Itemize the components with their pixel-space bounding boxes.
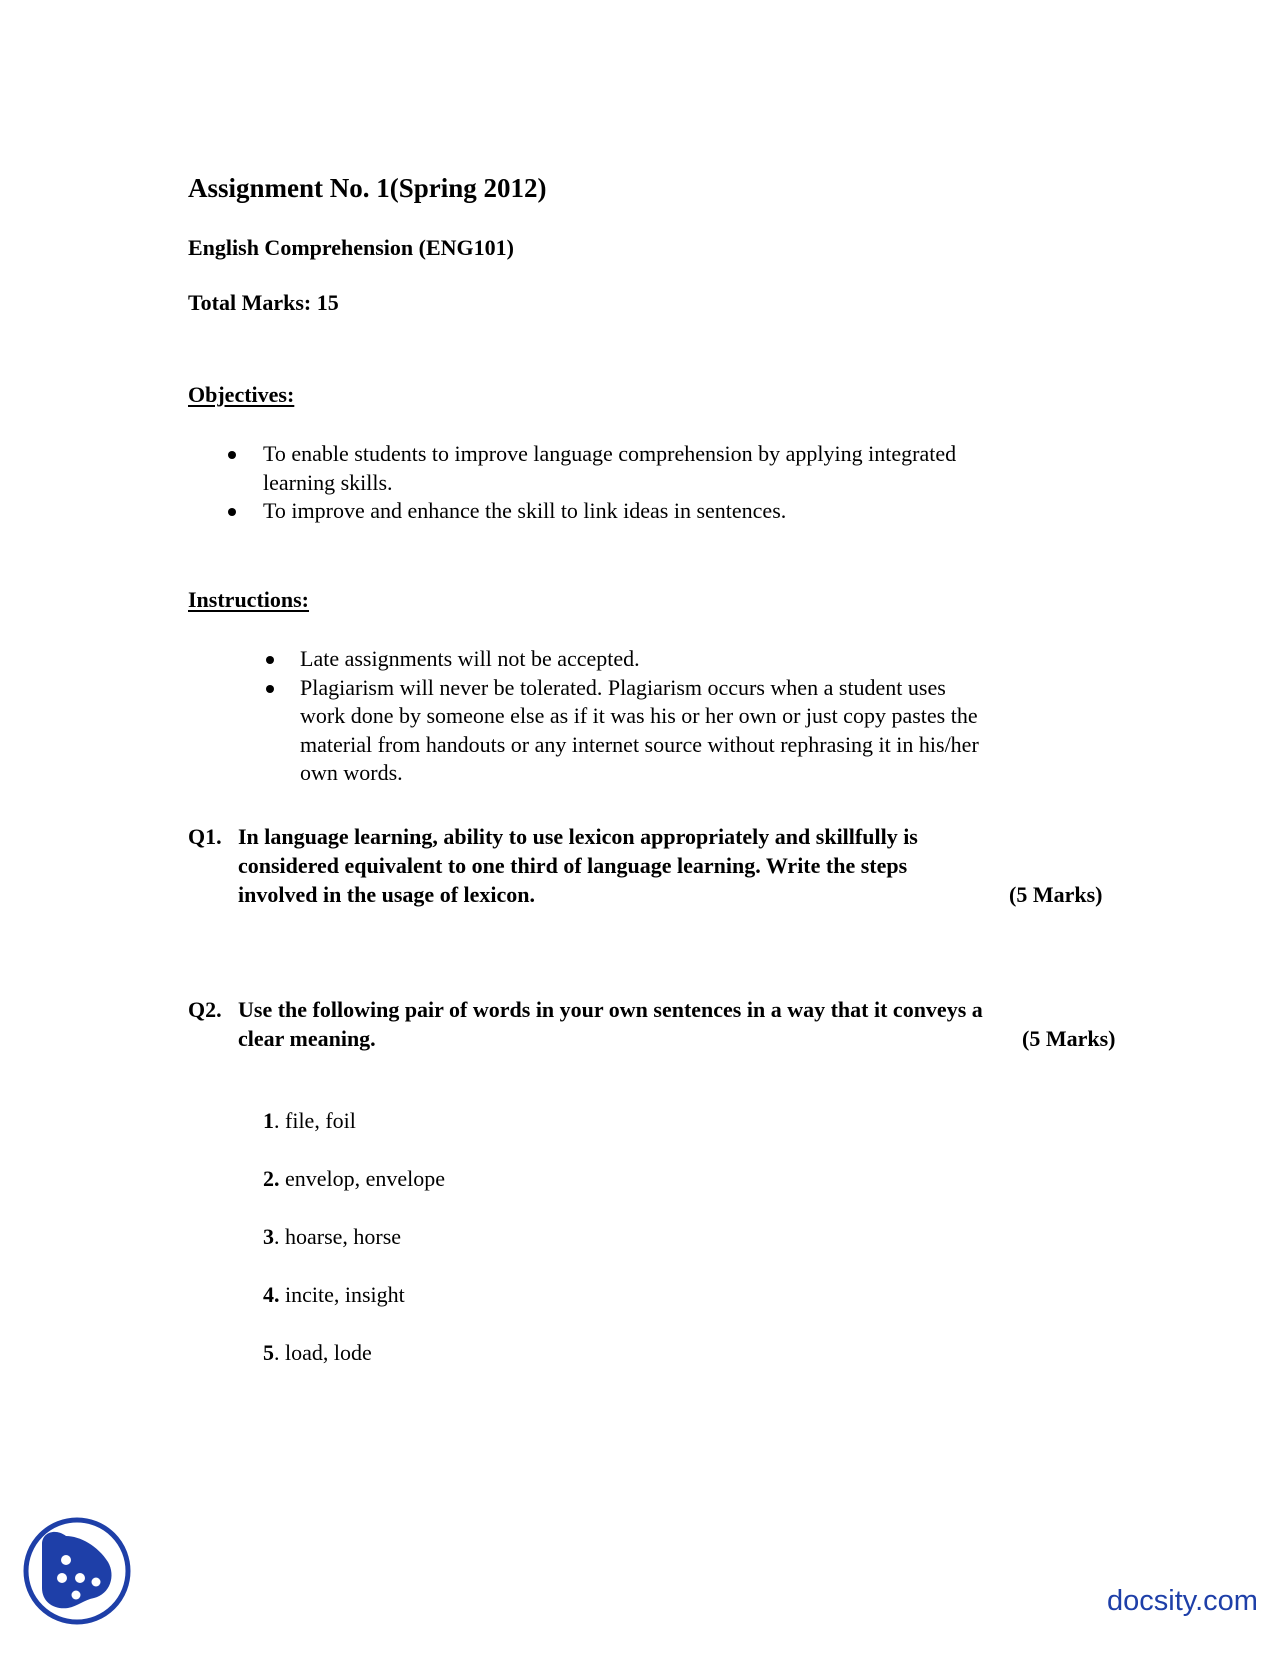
list-item-line: Plagiarism will never be tolerated. Plagiarism occurs when a student uses xyxy=(300,674,946,700)
instructions-heading: Instructions: xyxy=(188,587,310,612)
question-text-line: involved in the usage of lexicon. xyxy=(238,882,536,907)
word-pair-separator: . xyxy=(274,1108,280,1133)
question-text-line: clear meaning. xyxy=(238,1026,376,1051)
list-item-line: own words. xyxy=(300,760,403,785)
word-pair-text: incite, insight xyxy=(279,1282,405,1307)
list-item-line: To improve and enhance the skill to link ideas in sentences. xyxy=(263,498,787,523)
word-pair-number: 3 xyxy=(263,1224,274,1249)
list-item-line: material from handouts or any internet source without rephrasing it in his/her xyxy=(300,731,979,757)
list-item-line: work done by someone else as if it was his or her own or just copy pastes the xyxy=(300,703,978,728)
objectives-list xyxy=(0,440,1100,526)
word-pair-item xyxy=(263,1282,405,1308)
question-marks: (5 Marks) xyxy=(1009,882,1103,907)
word-pair-number: 5 xyxy=(263,1340,274,1365)
bullet-icon xyxy=(228,508,236,516)
word-pair-number: 1 xyxy=(263,1108,274,1133)
word-pair-item xyxy=(263,1108,356,1134)
objectives-heading: Objectives: xyxy=(188,382,295,407)
word-pair-text: hoarse, horse xyxy=(279,1224,402,1249)
list-item xyxy=(0,440,1100,497)
question-text-line: considered equivalent to one third of language learning. Write the steps xyxy=(238,853,908,878)
list-item-line: Late assignments will not be accepted. xyxy=(300,646,640,671)
course-name: English Comprehension (ENG101) xyxy=(188,235,514,260)
question-marks: (5 Marks) xyxy=(1022,1026,1116,1051)
word-pair-number: 2. xyxy=(263,1166,280,1191)
list-item xyxy=(0,497,1100,526)
question-text-line: In language learning, ability to use lexicon appropriately and skillfully is xyxy=(238,824,918,849)
question-1 xyxy=(188,822,1103,909)
instructions-list xyxy=(0,645,1100,788)
bullet-icon xyxy=(266,685,274,693)
word-pair-separator: . xyxy=(274,1224,280,1249)
bullet-icon xyxy=(266,656,274,664)
word-pair-item xyxy=(263,1224,401,1250)
list-item-line: learning skills. xyxy=(263,469,393,495)
word-pair-text: file, foil xyxy=(279,1108,356,1133)
word-pair-item xyxy=(263,1340,372,1366)
question-text-line: Use the following pair of words in your own sentences in a way that it conveys a xyxy=(238,997,983,1022)
word-pair-item xyxy=(263,1166,445,1192)
question-number: Q2. xyxy=(188,997,222,1022)
list-item xyxy=(0,645,1100,674)
question-number: Q1. xyxy=(188,824,222,849)
word-pair-text: envelop, envelope xyxy=(279,1166,446,1191)
page-title: Assignment No. 1(Spring 2012) xyxy=(188,173,547,203)
word-pair-separator: . xyxy=(274,1340,280,1365)
total-marks: Total Marks: 15 xyxy=(188,290,339,315)
question-last-line xyxy=(238,1024,1116,1053)
word-pair-text: load, lode xyxy=(279,1340,372,1365)
question-2 xyxy=(188,995,1116,1053)
docsity-logo-icon xyxy=(22,1516,132,1626)
word-pair-number: 4. xyxy=(263,1282,280,1307)
question-last-line xyxy=(238,880,1103,909)
bullet-icon xyxy=(228,451,236,459)
list-item xyxy=(0,674,1100,788)
list-item-line: To enable students to improve language comprehension by applying integrated xyxy=(263,441,957,466)
brand-watermark[interactable]: docsity.com xyxy=(1107,1585,1258,1617)
